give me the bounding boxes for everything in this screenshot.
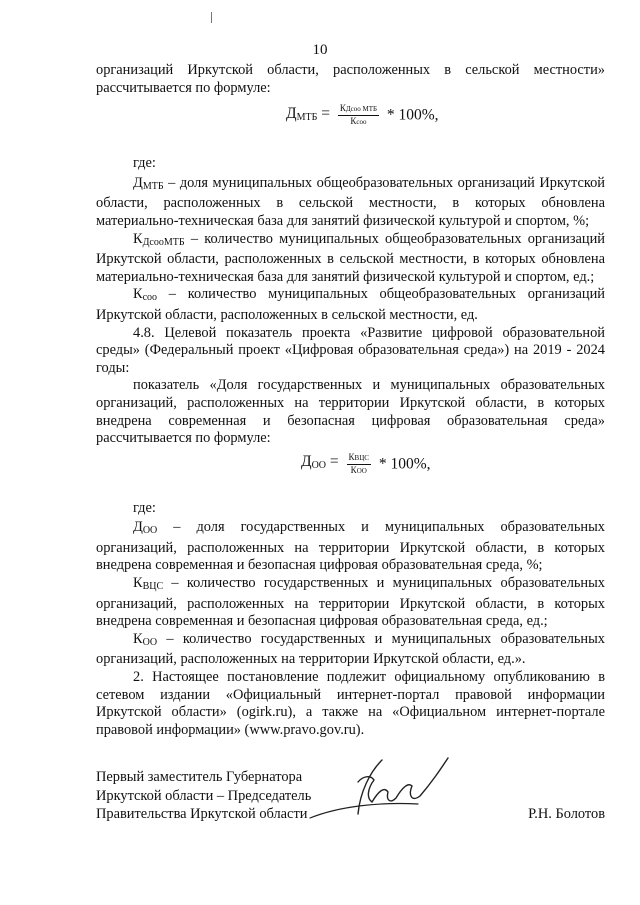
page-number: 10 <box>312 42 328 58</box>
formula-fraction: $\frac{\text{КВЦС}}{\text{КОО}}$ <box>348 451 369 475</box>
where-label: где: <box>133 499 156 516</box>
definition-kvcs: $К_{ВЦС}$ – количество государственных и муниципальных образовательных организаций, расположенных на территории Иркутской области, в которых внедрена современная и безопасная цифровая образовательная среда, ед.; <box>96 575 605 630</box>
formula-mtb <box>96 97 605 155</box>
where-label: где: <box>133 155 156 172</box>
paragraph-2-publication: 2. Настоящее постановление подлежит официальному опубликованию в сетевом издании «Официальный интернет-портал правовой информации Иркутской области» (ogirk.ru), а также на «Официальном интернет-портале правовой информации» (www.pravo.gov.ru). <box>96 669 605 738</box>
formula-rhs: * 100%, <box>378 455 431 473</box>
signatory-title-line1: Первый заместитель Губернатора <box>96 769 303 785</box>
scan-mark <box>211 12 212 23</box>
paragraph-intro: организаций Иркутской области, расположенных в сельской местности» рассчитывается по формуле: <box>96 62 605 96</box>
signature-block <box>96 768 605 824</box>
formula-lhs: $Д_{МТБ}$ = <box>286 104 330 123</box>
definition-ksoo: $К_{соо}$ – количество муниципальных общеобразовательных организаций Иркутской области, расположенных в сельской местности, ед. <box>96 286 605 323</box>
formula-fraction: $\frac{\text{КДсоо МТБ}}{\text{Ксоо}}$ <box>339 103 377 127</box>
formula-doo <box>96 448 605 500</box>
paragraph-4-8: 4.8. Целевой показатель проекта «Развитие цифровой образовательной среды» (Федеральный проект «Цифровая образовательная среда») на 2019 - 2024 годы: <box>96 324 605 376</box>
definition-koo: $К_{ОО}$ – количество государственных и муниципальных образовательных организаций, расположенных на территории Иркутской области, ед.». <box>96 630 605 668</box>
signatory-title-line2: Иркутской области – Председатель <box>96 787 312 804</box>
definition-doo: $Д_{ОО}$ – доля государственных и муниципальных образовательных организаций, расположенных на территории Иркутской области, в которых внедрена современная и безопасная цифровая образовательная среда, %; <box>96 519 605 574</box>
paragraph-indicator: показатель «Доля государственных и муниципальных образовательных организаций, расположенных на территории Иркутской области, в которых внедрена современная и безопасная цифровая образовательная среда» рассчитывается по формуле: <box>96 377 605 447</box>
definition-dmtb: $Д_{МТБ}$ – доля муниципальных общеобразовательных организаций Иркутской области, расположенных в сельской местности, в которых обновлена материально-техническая база для занятий физической культурой и спортом, %; <box>96 174 605 229</box>
formula-rhs: * 100%, <box>386 106 439 124</box>
signatory-title-line3: Правительства Иркутской области <box>96 806 308 822</box>
definition-kdsoo: $К_{ДсооМТБ}$ – количество муниципальных общеобразовательных организаций Иркутской области, расположенных в сельской местности, в которых обновлена материально-техническая база для занятий физической культурой и спортом, ед.; <box>96 230 605 285</box>
signatory-name: Р.Н. Болотов <box>528 806 605 822</box>
formula-lhs: $Д_{ОО}$ = <box>301 453 339 472</box>
document-body <box>96 62 605 739</box>
